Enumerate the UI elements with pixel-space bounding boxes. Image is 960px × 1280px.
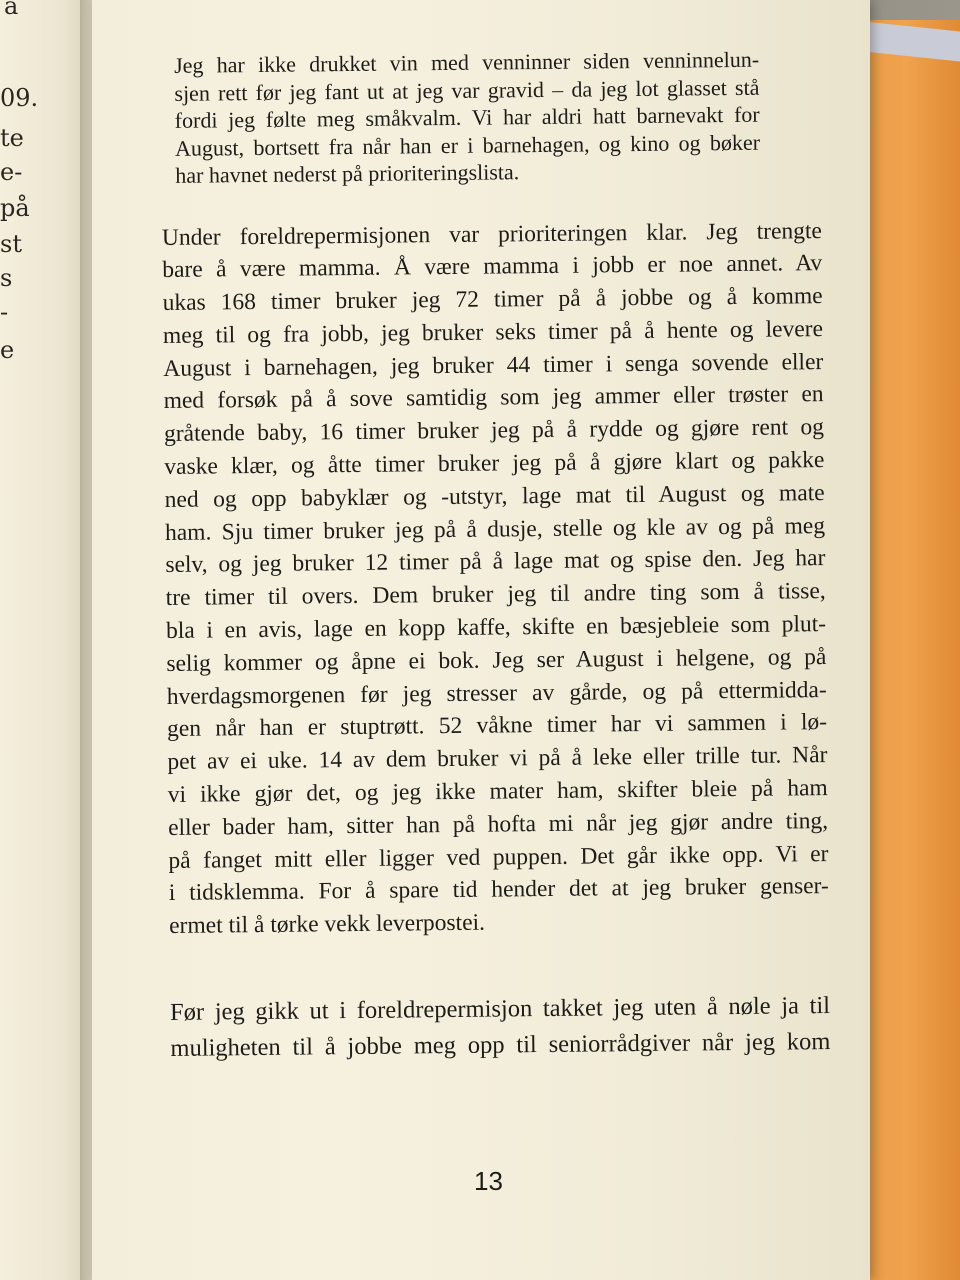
- text-line: i tidsklemma. For å spare tid hender det at jeg bruker genser-: [168, 873, 829, 907]
- text-line: Før jeg gikk ut i foreldrepermisjon takket jeg uten å nøle ja til: [169, 992, 831, 1026]
- text-line: muligheten til å jobbe meg opp til seniorrådgiver når jeg kom: [170, 1028, 831, 1062]
- text-line: Jeg har ikke drukket vin med venninner siden venninnelun-: [174, 46, 760, 78]
- text-line: bla i en avis, lage en kopp kaffe, skifte en bæsjebleie som plut-: [165, 611, 827, 645]
- text-line: August, bortsett fra når han er i barnehagen, og kino og bøker: [174, 129, 761, 161]
- text-line: på fanget mitt eller ligger ved puppen. Det går ikke opp. Vi er: [168, 840, 829, 874]
- text-line: tre timer til overs. Dem bruker jeg til andre ting som å tisse,: [165, 578, 826, 612]
- left-page-fragment: s: [0, 264, 13, 292]
- text-line: Under foreldrepermisjonen var prioriteringen klar. Jeg trengte: [161, 217, 823, 251]
- left-page-fragment: på: [0, 194, 30, 222]
- text-line: fordi jeg følte meg småkvalm. Vi har aldri hatt barnevakt for: [174, 101, 760, 133]
- left-page-fragment: e-: [0, 158, 23, 186]
- text-line: sjen rett før jeg fant ut at jeg var gravid – da jeg lot glasset stå: [174, 74, 760, 106]
- text-line: selig kommer og åpne ei bok. Jeg ser August i helgene, og på: [166, 643, 827, 677]
- left-page-fragment: a: [4, 0, 19, 20]
- text-line: gen når han er stuptrøtt. 52 våkne timer har vi sammen i lø-: [166, 709, 828, 743]
- text-line: hverdagsmorgenen før jeg stresser av gårde, og på ettermidda-: [166, 676, 827, 710]
- text-line: ham. Sju timer bruker jeg på å dusje, stelle og kle av og på meg: [164, 512, 826, 546]
- left-page: [0, 0, 90, 1280]
- text-line: bare å være mamma. Å være mamma i jobb er noe annet. Av: [162, 250, 823, 284]
- text-line: har havnet nederst på prioriteringslista.: [175, 159, 520, 188]
- text-line: ermet til å tørke vekk leverpostei.: [169, 909, 486, 940]
- left-page-fragment: e: [0, 336, 15, 364]
- text-line: meg til og fra jobb, jeg bruker seks timer på å hente og levere: [162, 315, 824, 349]
- page-body-text: [160, 45, 831, 1067]
- text-line: vaske klær, og åtte timer bruker jeg på å gjøre klart og pakke: [164, 447, 825, 481]
- text-line: ukas 168 timer bruker jeg 72 timer på å jobbe og å komme: [162, 283, 823, 317]
- left-page-fragment: -: [0, 298, 9, 326]
- text-line: selv, og jeg bruker 12 timer på å lage mat og spise den. Jeg har: [165, 545, 826, 579]
- paragraph: [170, 988, 831, 1067]
- text-line: med forsøk på å sove samtidig som jeg ammer eller trøster en: [163, 381, 824, 415]
- left-page-fragment: st: [0, 230, 22, 258]
- text-line: vi ikke gjør det, og jeg ikke mater ham, skifter bleie på ham: [167, 775, 828, 809]
- text-line: pet av ei uke. 14 av dem bruker vi på å leke eller trille tur. Når: [167, 742, 828, 776]
- paragraph: [160, 45, 821, 189]
- text-line: August i barnehagen, jeg bruker 44 timer i senga sovende eller: [163, 348, 824, 382]
- text-line: ned og opp babyklær og -utstyr, lage mat til August og mate: [164, 479, 825, 513]
- text-line: eller bader ham, sitter han på hofta mi når jeg gjør andre ting,: [167, 807, 829, 841]
- left-page-fragment: 09.: [0, 84, 39, 112]
- text-line: gråtende baby, 16 timer bruker jeg på å rydde og gjøre rent og: [163, 414, 825, 448]
- page-number: 13: [474, 1166, 503, 1196]
- left-page-fragment: te: [0, 124, 24, 152]
- paragraph: [162, 215, 830, 943]
